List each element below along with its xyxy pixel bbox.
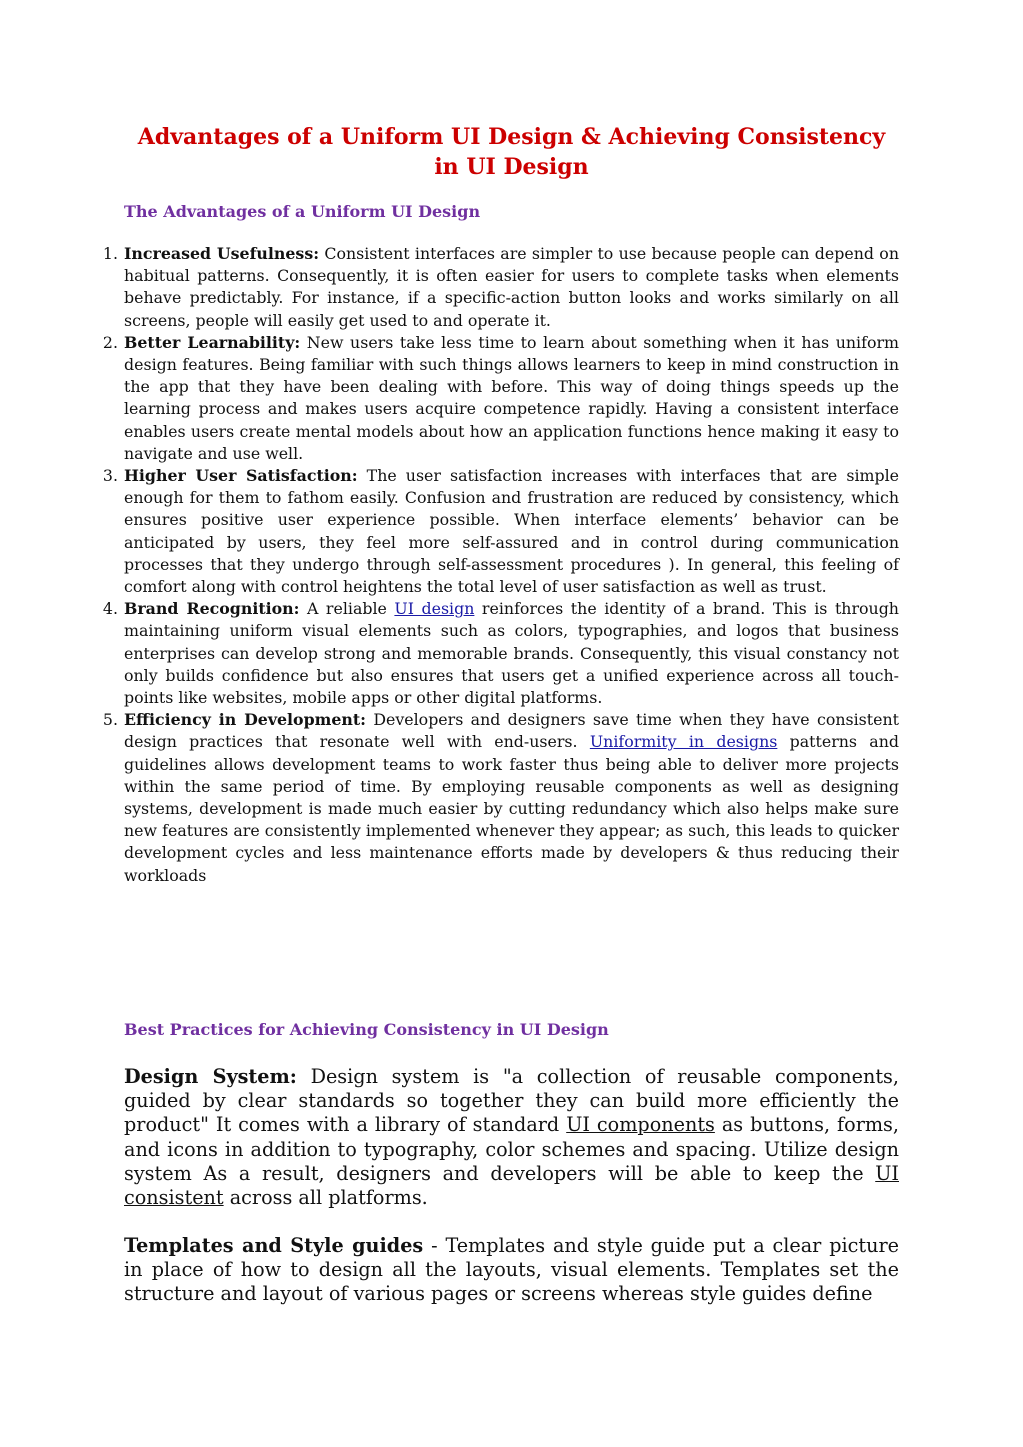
ui-consistent-link[interactable]: UI consistent	[124, 1161, 899, 1210]
list-number: 1.	[102, 244, 118, 263]
list-item	[102, 332, 899, 465]
list-item-text: reinforces the identity of a brand. This is through maintaining uniform visual elements such as colors, typographies, and logos that business enterprises can develop strong and memorable brands. Consequently, this visual constancy not only builds confidence but also ensures that users get a unified experience across all touch-points like websites, mobile apps or other digital platforms.	[124, 599, 899, 708]
list-item-heading: Increased Usefulness:	[124, 244, 320, 263]
list-item	[102, 598, 899, 709]
list-item	[102, 709, 899, 887]
page-title	[110, 122, 913, 182]
list-number: 4.	[102, 599, 118, 619]
list-item-text: A reliable	[299, 599, 395, 619]
list-item-heading: Better Learnability:	[124, 332, 301, 352]
list-item-text: Developers and designers save time when they have consistent design practices that resonate well with end-users.	[124, 710, 899, 752]
list-item-heading: Higher User Satisfaction:	[124, 466, 358, 486]
templates-paragraph	[124, 1234, 899, 1307]
list-number: 3.	[102, 466, 118, 486]
list-item	[102, 243, 899, 332]
page-title-line-2: in UI Design	[434, 154, 589, 180]
paragraph-text: as buttons, forms, and icons in addition to typography, color schemes and spacing. Utilize design system As a result, designers and developers will be able to keep the	[124, 1113, 900, 1185]
design-system-heading: Design System:	[124, 1065, 297, 1088]
list-item-heading: Efficiency in Development:	[124, 710, 367, 730]
section-heading-advantages: The Advantages of a Uniform UI Design	[124, 202, 481, 221]
section-heading-best-practices: Best Practices for Achieving Consistency in UI Design	[124, 1020, 609, 1039]
page-title-line-1: Advantages of a Uniform UI Design & Achieving Consistency	[137, 124, 886, 150]
paragraph-text: across all platforms.	[223, 1186, 428, 1210]
list-item-text: The user satisfaction increases with interfaces that are simple enough for them to fathom easily. Confusion and frustration are reduced by consistency, which ensures positive user experience possible. When interface elements’ behavior can be anticipated by users, they feel more self-assured and in control during communication processes that they undergo through self-assessment procedures ). In general, this feeling of comfort along with control heightens the total level of user satisfaction as well as trust.	[124, 466, 899, 597]
list-number: 5.	[102, 710, 118, 730]
list-item	[102, 465, 899, 598]
uniformity-in-designs-link[interactable]: Uniformity in designs	[589, 732, 778, 752]
paragraph-text: - Templates and style guide put a clear picture in place of how to design all the layouts, visual elements. Templates set the structure and layout of various pages or screens whereas style guides define	[124, 1234, 899, 1306]
design-system-paragraph	[124, 1065, 899, 1210]
templates-heading: Templates and Style guides	[124, 1234, 424, 1257]
list-number: 2.	[102, 332, 118, 352]
list-item-text: New users take less time to learn about something when it has uniform design features. Being familiar with such things allows learners to keep in mind construction in the app that they have been dealing with before. This way of doing things speeds up the learning process and makes users acquire competence rapidly. Having a consistent interface enables users create mental models about how an application functions hence making it easy to navigate and use well.	[124, 332, 899, 463]
ui-components-link[interactable]: UI components	[566, 1113, 715, 1137]
list-item-text: Consistent interfaces are simpler to use because people can depend on habitual patterns. Consequently, it is often easier for users to complete tasks when elements behave predictably. For instance, if a specific-action button looks and works similarly on all screens, people will easily get used to and operate it.	[124, 244, 899, 330]
ui-design-link[interactable]: UI design	[394, 599, 475, 619]
list-item-heading: Brand Recognition:	[124, 599, 300, 619]
advantages-list	[102, 243, 899, 887]
list-item-text: patterns and guidelines allows development teams to work faster thus being able to deliver more projects within the same period of time. By employing reusable components as well as designing systems, development is made much easier by cutting redundancy which also helps make sure new features are consistently implemented whenever they appear; as such, this leads to quicker development cycles and less maintenance efforts made by developers & thus reducing their workloads	[124, 732, 899, 885]
paragraph-text: Design system is "a collection of reusable components, guided by clear standards so together they can build more efficiently the product" It comes with a library of standard	[124, 1065, 899, 1137]
